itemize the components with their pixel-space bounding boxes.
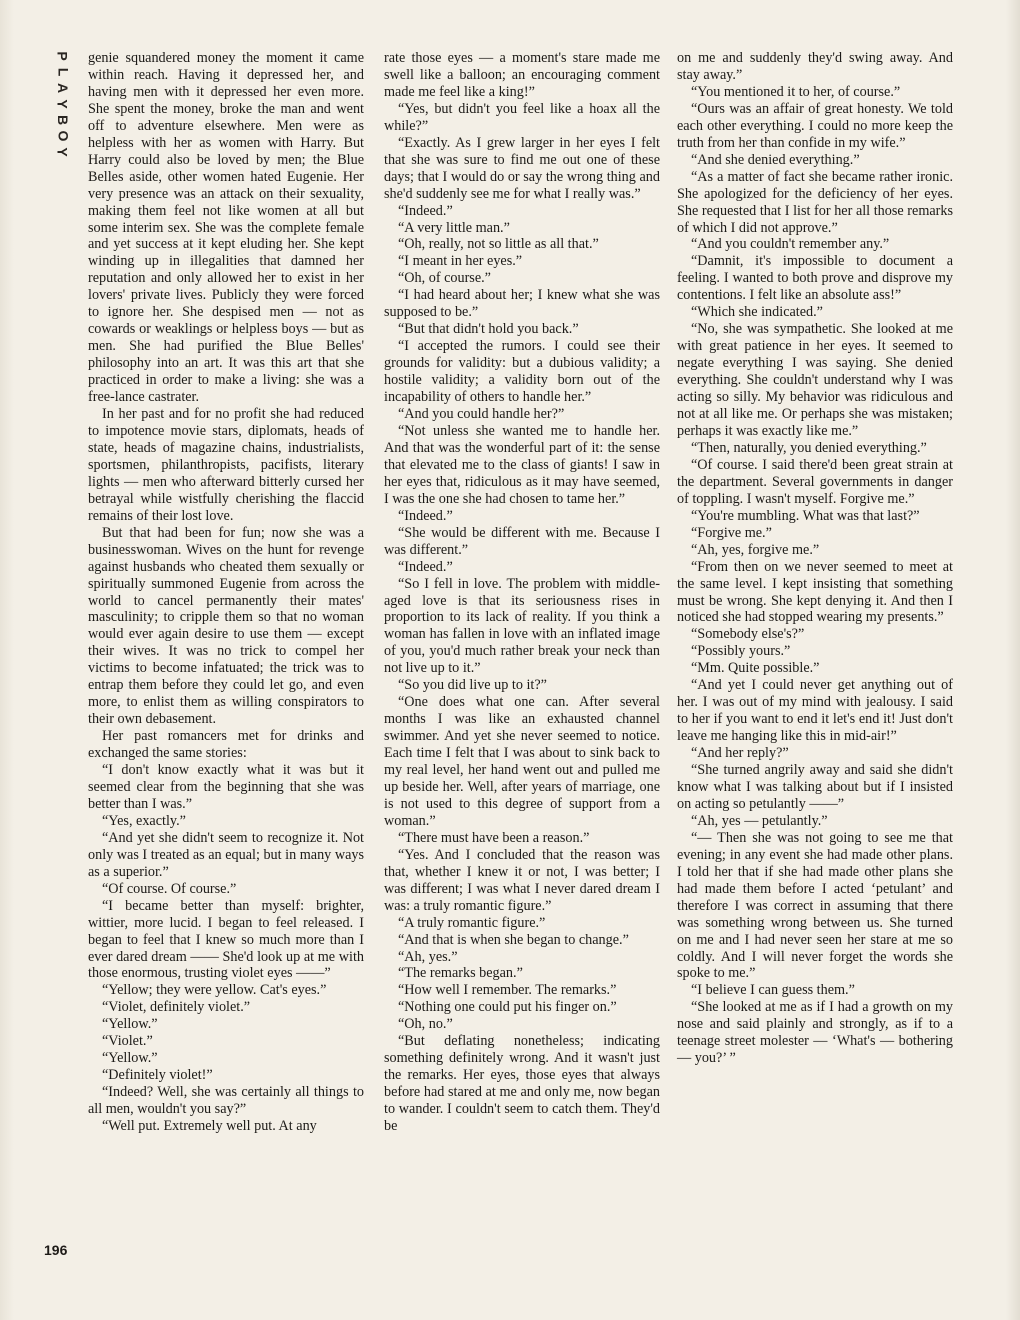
paragraph: “But deflating nonetheless; indicating something definitely wrong. And it wasn't just the remarks. Her eyes, those eyes that always before had stared at me and only me, now began to wander. I couldn't seem to catch them. They'd be <box>384 1033 660 1135</box>
paragraph: “She would be different with me. Because I was different.” <box>384 524 660 558</box>
paragraph: “Definitely violet!” <box>102 1067 213 1084</box>
paragraph: “I meant in her eyes.” <box>398 253 523 270</box>
paragraph: “Ours was an affair of great honesty. We told each other everything. I could no more keep the truth from her than confide in my wife.” <box>677 100 953 151</box>
paragraph: “Nothing one could put his finger on.” <box>398 999 617 1016</box>
masthead-letter: O <box>54 130 71 142</box>
paragraph: “Yes, exactly.” <box>102 812 186 829</box>
paragraph: “Which she indicated.” <box>691 304 823 321</box>
paragraph: “So you did live up to it?” <box>398 677 547 694</box>
paragraph: “Forgive me.” <box>691 524 772 541</box>
page-number: 196 <box>44 1242 68 1258</box>
masthead-letter: A <box>55 82 71 94</box>
paragraph: Her past romancers met for drinks and exchanged the same stories: <box>88 728 364 762</box>
paragraph: genie squandered money the moment it came within reach. Having it depressed her, and having men with it depressed her even more. She spent the money, broke the man and went off to adventure elsewhere. Men were as helpless with her as women with Harry. But Harry could also be loved by men; the Blue Belles aside, other women hated Eugenie. Her very presence was an attack on their sexuality, making them feel not like women at all but some interim sex. She was the complete female and yet success at it kept eluding her. She kept winding up in illegalities that damned her reputation and only allowed her to exist in her lovers' private lives. Publicly they were forced to ignore her. She despised men — not as cowards or weaklings or helpless boys — but as men. She had purified the Blue Belles' philosophy into an art. It was this art that she practiced in order to make a living: she was a free-lance castrater. <box>88 50 364 406</box>
paragraph: “She turned angrily away and said she didn't know what I was talking about but if I insisted on acting so petulantly ——” <box>677 762 953 812</box>
scan-shadow-right <box>1006 0 1020 1320</box>
paragraph: In her past and for no profit she had reduced to impotence movie stars, diplomats, heads of state, heads of magazine chains, industrialists, sportsmen, philanthropists, pacifists, literary lights — men who afterward bitterly cursed her betrayal while wistfully cherishing the flaccid remains of their lost love. <box>88 406 364 524</box>
paragraph: “Damnit, it's impossible to document a feeling. I wanted to both prove and disprove my contentions. I felt like an absolute ass!” <box>677 253 953 304</box>
paragraph: “You're mumbling. What was that last?” <box>691 507 920 524</box>
paragraph: “Oh, really, not so little as all that.” <box>398 236 599 253</box>
paragraph: “Yes, but didn't you feel like a hoax all the while?” <box>384 100 660 134</box>
paragraph: “Yellow.” <box>102 1016 158 1033</box>
paragraph: “And that is when she began to change.” <box>398 931 629 948</box>
paragraph: “From then on we never seemed to meet at the same level. I kept insisting that something must be wrong. She kept denying it. And then I noticed she had stopped wearing my presents.” <box>677 558 953 626</box>
paragraph: “Not unless she wanted me to handle her. And that was the wonderful part of it: the sense that elevated me to the class of giants! I saw in her eyes that, ridiculous as it may have seemed, I was the one she had chosen to tame her.” <box>384 422 660 507</box>
paragraph: “A very little man.” <box>398 219 510 236</box>
paragraph: But that had been for fun; now she was a businesswoman. Wives on the hunt for revenge against husbands who cheated them sexually or spiritually summoned Eugenie from across the world to cancel permanently their mates' masculinity; to cripple them so that no woman would ever again desire to use them — except their wives. It was no trick to compel her victims to become infatuated; the trick was to entrap them before they could let go, and even more, to enlist them as willing conspirators to their own debasement. <box>88 524 364 728</box>
masthead-letter: Y <box>55 147 71 157</box>
paragraph: “One does what one can. After several months I was like an exhausted channel swimmer. And yet she never seemed to notice. Each time I felt that I was about to sink back to my real level, her hand went out and pulled me up beside her. Well, after years of marriage, one is not used to this degree of support from a woman.” <box>384 694 660 829</box>
paragraph: “And she denied everything.” <box>691 151 860 168</box>
text-column-1 <box>88 50 364 1135</box>
scan-shadow-left <box>0 0 14 1320</box>
paragraph: “I became better than myself: brighter, wittier, more lucid. I began to feel released. I began to feel that I knew so much more than I ever dared dream —— She'd look up at me with those enormous, trusting violet eyes ——” <box>88 897 364 982</box>
paragraph: “Yellow.” <box>102 1050 158 1067</box>
paragraph: “You mentioned it to her, of course.” <box>691 83 901 100</box>
paragraph: “I believe I can guess them.” <box>691 982 855 999</box>
masthead-letter: P <box>55 51 71 61</box>
paragraph: “And yet I could never get anything out of her. I was out of my mind with jealousy. I said to her if you want to end it let's end it! Just don't leave me hanging like this in mid-air!” <box>677 677 953 745</box>
paragraph: “So I fell in love. The problem with middle-aged love is that its seriousness rises in proportion to its lack of reality. If you think a woman has fallen in love with an inflated image of you, you'd much rather break your neck than not live up to it.” <box>384 575 660 677</box>
paragraph: “Possibly yours.” <box>691 643 791 660</box>
paragraph: “I had heard about her; I knew what she was supposed to be.” <box>384 287 660 321</box>
paragraph: “As a matter of fact she became rather ironic. She apologized for the deficiency of her eyes. She requested that I list for her all those remarks of which I did not approve.” <box>677 168 953 236</box>
paragraph: “No, she was sympathetic. She looked at me with great patience in her eyes. It seemed to negate everything I was saying. She denied everything. She couldn't understand why I was acting so silly. My behavior was ridiculous and not at all like me. Or perhaps she was mistaken; perhaps it was exactly like me.” <box>677 321 953 439</box>
masthead-letter: Y <box>55 99 71 109</box>
paragraph: “Of course. I said there'd been great strain at the department. Several governments in danger of toppling. I wasn't myself. Forgive me.” <box>677 456 953 507</box>
playboy-masthead <box>52 48 74 160</box>
text-column-2 <box>384 50 660 1135</box>
paragraph: “How well I remember. The remarks.” <box>398 982 617 999</box>
paragraph: “Violet.” <box>102 1033 153 1050</box>
paragraph: “There must have been a reason.” <box>398 829 590 846</box>
paragraph: “Indeed.” <box>398 507 453 524</box>
paragraph: “I accepted the rumors. I could see their grounds for validity: but a dubious validity; a hostile validity; a validity born out of the incapability of others to handle her.” <box>384 338 660 406</box>
paragraph: “Ah, yes.” <box>398 948 458 965</box>
paragraph: “And you couldn't remember any.” <box>691 236 890 253</box>
paragraph: “Then, naturally, you denied everything.” <box>691 439 927 456</box>
paragraph: “Mm. Quite possible.” <box>691 660 820 677</box>
paragraph: “Indeed.” <box>398 202 453 219</box>
paragraph: “She looked at me as if I had a growth on my nose and said plainly and strongly, as if to a teenage street molester — ‘What's — bothering — you?’ ” <box>677 999 953 1067</box>
paragraph: “Oh, of course.” <box>398 270 491 287</box>
masthead-letter: L <box>55 67 71 77</box>
paragraph: “And you could handle her?” <box>398 406 565 423</box>
paragraph: “A truly romantic figure.” <box>398 914 546 931</box>
paragraph: “Indeed? Well, she was certainly all things to all men, wouldn't you say?” <box>88 1084 364 1118</box>
paragraph: on me and suddenly they'd swing away. And stay away.” <box>677 50 953 83</box>
paragraph: “Oh, no.” <box>398 1016 453 1033</box>
text-column-3 <box>677 50 953 1067</box>
paragraph: “Violet, definitely violet.” <box>102 999 251 1016</box>
paragraph: “Indeed.” <box>398 558 453 575</box>
paragraph: “Yes. And I concluded that the reason was that, whether I knew it or not, I was better; I was different; I was what I never dared dream I was: a truly romantic figure.” <box>384 846 660 914</box>
paragraph: rate those eyes — a moment's stare made me swell like a balloon; an encouraging comment made me feel like a king!” <box>384 50 660 100</box>
masthead-letter: B <box>55 114 71 126</box>
paragraph: “— Then she was not going to see me that evening; in any event she had made other plans. I told her that if she had made other plans she had made them before I acted ‘petulant’ and therefore I was correct in assuming that there was something wrong between us. She turned on me and I had never seen her stare at me so coldly. And I will never forget the words she spoke to me.” <box>677 829 953 982</box>
paragraph: “Somebody else's?” <box>691 626 805 643</box>
paragraph: “Ah, yes, forgive me.” <box>691 541 820 558</box>
paragraph: “And yet she didn't seem to recognize it. Not only was I treated as an equal; but in many ways as a superior.” <box>88 829 364 880</box>
paragraph: “And her reply?” <box>691 745 789 762</box>
paragraph: “Ah, yes — petulantly.” <box>691 812 828 829</box>
paragraph: “The remarks began.” <box>398 965 523 982</box>
paragraph: “I don't know exactly what it was but it seemed clear from the beginning that she was better than I was.” <box>88 762 364 812</box>
paragraph: “Well put. Extremely well put. At any <box>102 1118 317 1135</box>
paragraph: “Of course. Of course.” <box>102 880 237 897</box>
paragraph: “Yellow; they were yellow. Cat's eyes.” <box>102 982 327 999</box>
paragraph: “But that didn't hold you back.” <box>398 321 579 338</box>
paragraph: “Exactly. As I grew larger in her eyes I felt that she was sure to find me out one of these days; that I would do or say the wrong thing and she'd suddenly see me for what I really was.” <box>384 134 660 202</box>
